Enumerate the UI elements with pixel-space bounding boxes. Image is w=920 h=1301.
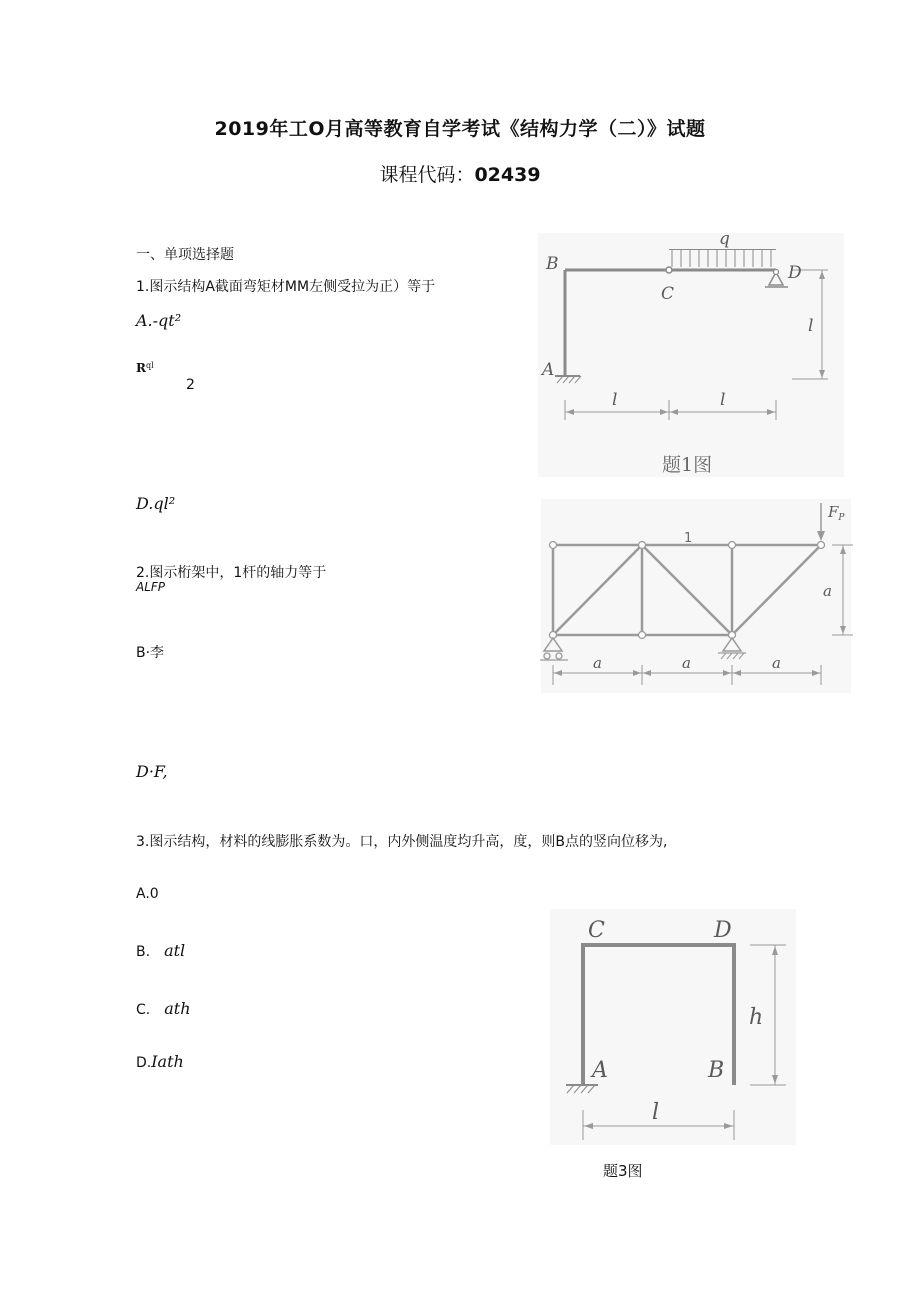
q3-label-h: h (749, 1005, 764, 1030)
q3-figure-caption: 题3图 (603, 1162, 643, 1180)
q3-option-b (136, 941, 185, 960)
q3-figure-drawing (540, 905, 800, 1190)
q3-option-d (136, 1052, 184, 1071)
q1-figure-drawing (530, 225, 850, 480)
q3-figure (540, 905, 800, 1190)
q3-label-b: B (708, 1058, 725, 1083)
q1-option-b (136, 361, 154, 375)
q2-label-a1: a (593, 654, 602, 672)
q1-label-l-left: l (612, 390, 618, 410)
q1-option-b-letter: R (136, 361, 146, 375)
q2-figure (535, 495, 855, 695)
q2-figure-background (541, 499, 851, 693)
q1-label-b: B (546, 254, 559, 274)
q2-stem: 2.图示桁架中，1杆的轴力等于 (136, 565, 327, 581)
q2-member-label: 1 (684, 531, 693, 546)
q1-hinge-c (666, 267, 672, 273)
q3-label-a: A (592, 1058, 608, 1083)
q1-label-q: q (719, 229, 730, 249)
q2-load-label-main: F (828, 503, 839, 521)
course-code-value: 02439 (474, 164, 541, 186)
q3-option-c (136, 999, 191, 1018)
exam-title: 2019年工O月高等教育自学考试《结构力学（二）》试题 (214, 118, 706, 140)
course-code (0, 160, 920, 187)
q3-option-a: A.0 (136, 886, 159, 902)
q3-label-c: C (588, 918, 605, 943)
q3-option-d-value: Iath (151, 1052, 184, 1071)
q3-option-c-prefix: C. (136, 1002, 151, 1018)
q1-label-c: C (661, 284, 675, 304)
section-heading: 一、单项选择题 (136, 247, 234, 263)
q3-option-d-prefix: D. (136, 1055, 152, 1071)
q3-stem: 3.图示结构，材料的线膨胀系数为。口，内外侧温度均升高，度，则B点的竖向位移为, (136, 834, 668, 850)
q2-figure-drawing (535, 495, 855, 695)
q3-option-b-prefix: B. (136, 944, 151, 960)
q1-figure (530, 225, 850, 480)
q2-label-a3: a (772, 654, 781, 672)
q3-option-c-value: ath (164, 999, 191, 1018)
q3-label-d: D (714, 918, 732, 943)
q1-figure-caption: 题1图 (662, 454, 713, 476)
q1-option-b-sup: ql (145, 361, 154, 370)
q1-pin-d (774, 270, 779, 275)
q2-option-d: D·F, (136, 762, 168, 781)
q2-option-b: B·李 (136, 645, 165, 661)
q1-label-a: A (542, 360, 555, 380)
course-code-label: 课程代码： (379, 164, 475, 186)
q2-option-a: ALFP (136, 580, 166, 594)
q2-load-label-sub: P (838, 513, 845, 523)
q1-stem: 1.图示结构A截面弯矩材MM左侧受拉为正）等于 (136, 279, 436, 295)
q2-label-a-vertical: a (823, 582, 832, 600)
q1-load-top-line (669, 249, 776, 250)
q1-label-l-right: l (720, 390, 726, 410)
q2-label-a2: a (682, 654, 691, 672)
q3-option-b-value: atl (164, 941, 186, 960)
q1-option-a: A.-qt² (136, 311, 182, 330)
q1-option-b-denominator: 2 (186, 377, 195, 393)
q1-option-d: D.ql² (136, 494, 176, 513)
q3-label-l: l (652, 1100, 660, 1125)
q1-label-d: D (788, 263, 802, 283)
q1-label-l-vertical: l (808, 316, 814, 336)
